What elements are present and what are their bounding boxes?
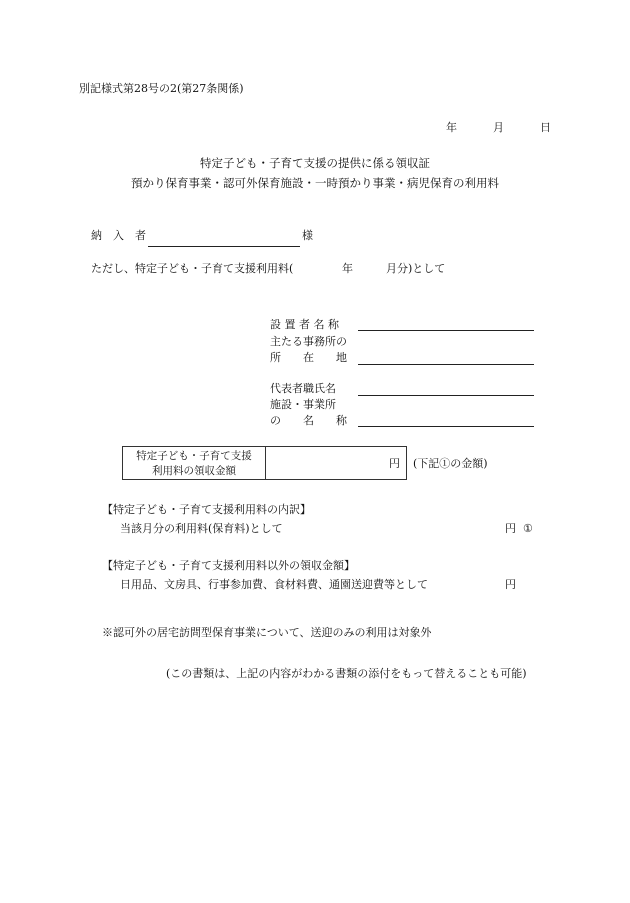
- date-day: 日: [540, 121, 551, 134]
- other-fees-currency: 円: [505, 578, 516, 591]
- breakdown-heading: 【特定子ども・子育て支援利用料の内訳】: [102, 503, 311, 516]
- establisher-name-label: 設 置 者 名 称: [270, 318, 339, 331]
- form-reference: 別記様式第28号の2(第27条関係): [79, 82, 244, 95]
- representative-field[interactable]: [358, 395, 534, 396]
- date-year: 年: [446, 121, 457, 134]
- breakdown-marker: ①: [523, 522, 533, 535]
- payer-label: 納 入 者: [91, 229, 146, 242]
- address-label-1: 主たる事務所の: [270, 335, 347, 348]
- receipt-label-line2: 利用料の領収金額: [152, 465, 236, 477]
- document-subtitle: 預かり保育事業・認可外保育施設・一時預かり事業・病児保育の利用料: [131, 176, 499, 190]
- receipt-note: (下記①の金額): [413, 457, 488, 470]
- payer-field[interactable]: [148, 246, 300, 247]
- breakdown-item: 当該月分の利用料(保育料)として: [120, 522, 283, 535]
- receipt-label-line1: 特定子ども・子育て支援: [136, 450, 252, 462]
- facility-label-2: の 名 称: [270, 414, 347, 427]
- establisher-name-field[interactable]: [358, 330, 534, 331]
- date-month: 月: [493, 121, 504, 134]
- other-fees-item: 日用品、文房具、行事参加費、食材料費、通園送迎費等として: [120, 578, 428, 591]
- document-title: 特定子ども・子育て支援の提供に係る領収証: [200, 156, 430, 170]
- footer-note: (この書類は、上記の内容がわかる書類の添付をもって替えることも可能): [166, 667, 527, 680]
- receipt-amount-field[interactable]: [265, 446, 407, 480]
- address-label-2: 所 在 地: [270, 351, 347, 364]
- exclusion-note: ※認可外の居宅訪問型保育事業について、送迎のみの利用は対象外: [102, 626, 432, 639]
- facility-field[interactable]: [358, 426, 534, 427]
- receipt-amount-label: [122, 446, 266, 480]
- proviso-month: 月分)として: [386, 262, 446, 275]
- payer-suffix: 様: [302, 229, 313, 242]
- other-fees-heading: 【特定子ども・子育て支援利用料以外の領収金額】: [102, 559, 355, 572]
- breakdown-currency: 円: [505, 522, 516, 535]
- proviso-year: 年: [342, 262, 353, 275]
- receipt-currency: 円: [389, 457, 400, 470]
- address-field[interactable]: [358, 364, 534, 365]
- proviso-prefix: ただし、特定子ども・子育て支援利用料(: [91, 262, 294, 275]
- representative-label: 代表者職氏名: [270, 382, 336, 395]
- facility-label-1: 施設・事業所: [270, 398, 336, 411]
